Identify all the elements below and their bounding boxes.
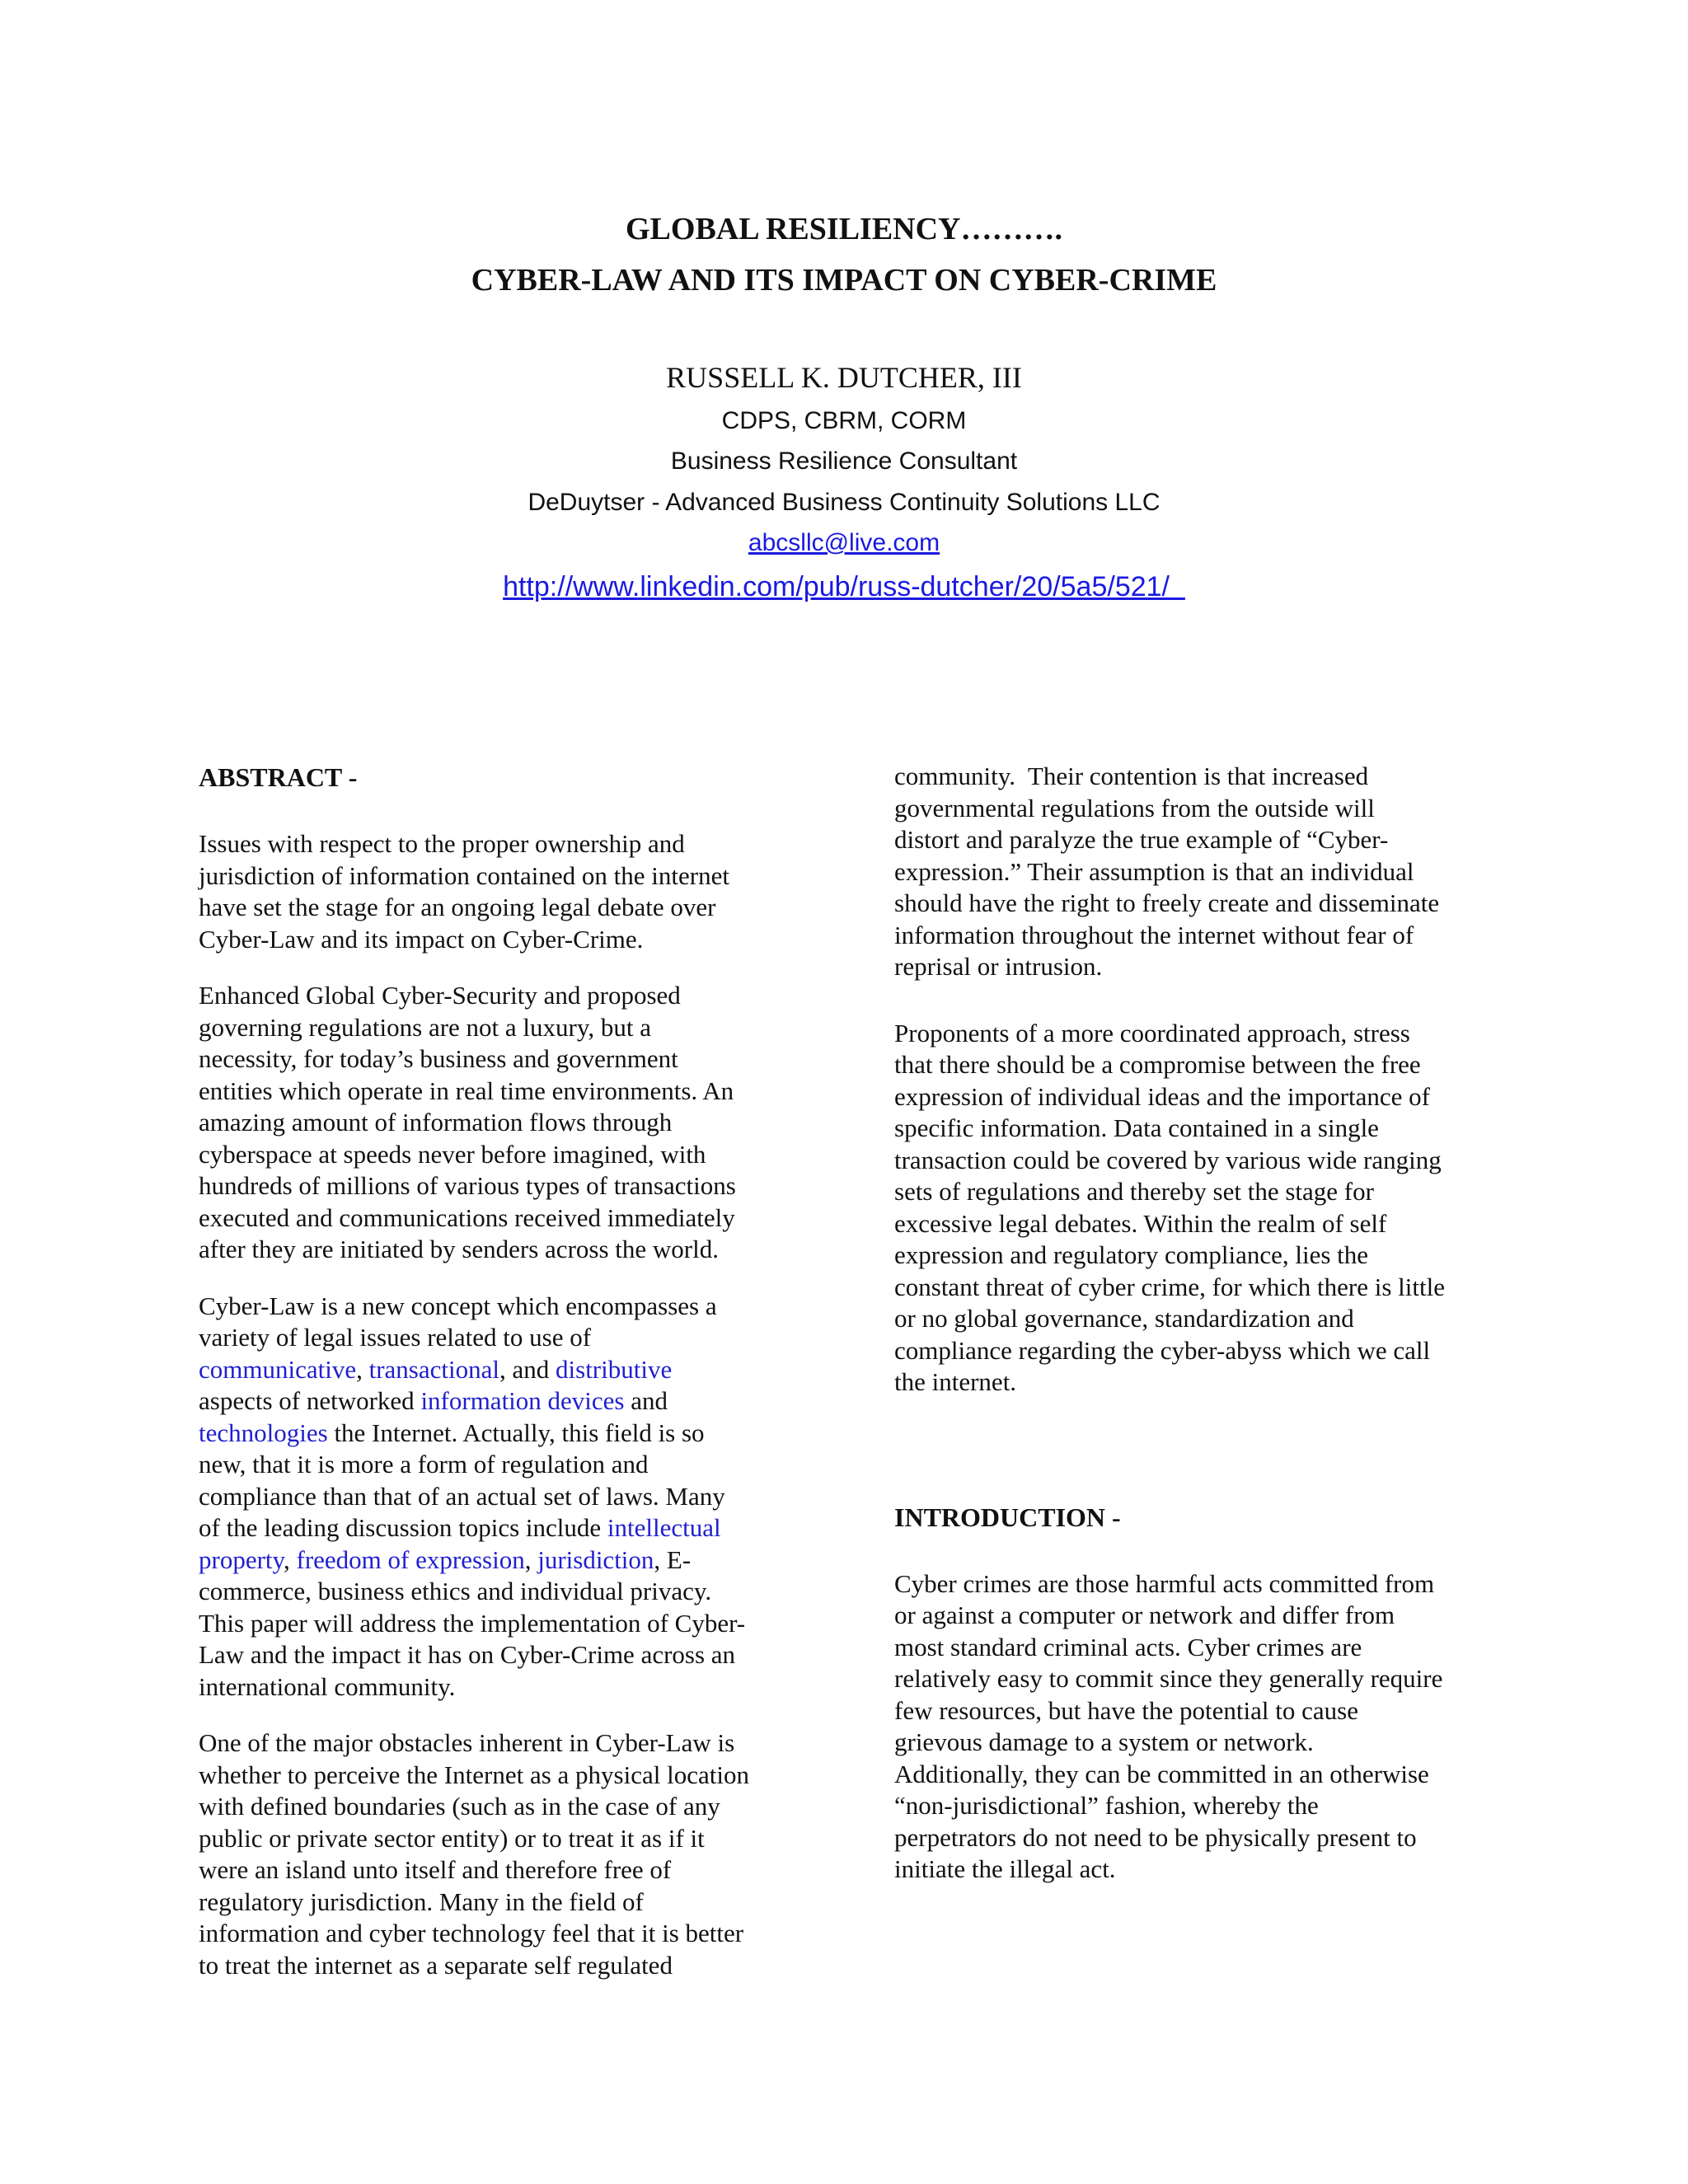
text-line: technologies the Internet. Actually, this field is so — [199, 1418, 705, 1447]
text-line: necessity, for today’s business and government — [199, 1044, 678, 1073]
link-transactional[interactable]: transactional — [368, 1354, 499, 1384]
abstract-paragraph-4 — [199, 1727, 813, 1981]
text-line: excessive legal debates. Within the realm of self — [894, 1208, 1387, 1238]
text-line: governmental regulations from the outside will — [894, 793, 1375, 823]
text-line: or no global governance, standardization and — [894, 1304, 1354, 1333]
text-line: after they are initiated by senders across the world. — [199, 1235, 719, 1263]
text-line: Cyber-Law is a new concept which encompasses a — [199, 1291, 717, 1320]
author-company: DeDuytser - Advanced Business Continuity Solutions LLC — [528, 489, 1160, 516]
text-line: constant threat of cyber crime, for which there is little — [894, 1272, 1445, 1301]
text-line: most standard criminal acts. Cyber crimes are — [894, 1632, 1362, 1661]
link-intellectual-property-cont[interactable]: property — [199, 1544, 284, 1574]
abstract-heading: ABSTRACT - — [199, 762, 358, 792]
text-line: This paper will address the implementation of Cyber- — [199, 1608, 746, 1638]
text-line: aspects of networked information devices and — [199, 1386, 668, 1415]
author-email-link[interactable]: abcsllc@live.com — [748, 529, 940, 556]
link-distributive[interactable]: distributive — [556, 1354, 673, 1384]
text-line: specific information. Data contained in a single — [894, 1113, 1379, 1142]
text-line: community. Their contention is that increased — [894, 762, 1369, 790]
text-line: relatively easy to commit since they generally require — [894, 1664, 1443, 1693]
text-line: expression and regulatory compliance, lies the — [894, 1240, 1369, 1269]
text-line: grievous damage to a system or network. — [894, 1727, 1314, 1756]
text-line: One of the major obstacles inherent in Cyber-Law is — [199, 1728, 735, 1757]
text-line: transaction could be covered by various wide ranging — [894, 1145, 1442, 1174]
text-line: governing regulations are not a luxury, but a — [199, 1012, 651, 1042]
abstract-paragraph-1 — [199, 828, 813, 955]
right-paragraph-2 — [894, 1018, 1508, 1399]
text-line: entities which operate in real time environments. An — [199, 1076, 734, 1105]
author-role: Business Resilience Consultant — [670, 448, 1018, 475]
text-line: Law and the impact it has on Cyber-Crime across an — [199, 1640, 736, 1669]
text-line: executed and communications received immediately — [199, 1202, 735, 1232]
text-line: international community. — [199, 1671, 456, 1701]
text-line: Enhanced Global Cyber-Security and proposed — [199, 981, 681, 1010]
text-line: should have the right to freely create and disseminate — [894, 888, 1440, 917]
text-line: amazing amount of information flows through — [199, 1108, 673, 1137]
introduction-heading: INTRODUCTION - — [894, 1502, 1121, 1532]
text-line: of the leading discussion topics include intellectual — [199, 1513, 721, 1542]
text-line: reprisal or intrusion. — [894, 952, 1103, 981]
author-credentials: CDPS, CBRM, CORM — [721, 407, 967, 434]
text-line: hundreds of millions of various types of transactions — [199, 1171, 736, 1200]
link-communicative[interactable]: communicative — [199, 1354, 357, 1384]
title-line-1: GLOBAL RESILIENCY………. — [625, 212, 1062, 246]
text-line: Additionally, they can be committed in an otherwise — [894, 1759, 1429, 1788]
link-intellectual-property[interactable]: intellectual — [607, 1513, 721, 1542]
author-url-row — [0, 570, 1688, 603]
text-line: regulatory jurisdiction. Many in the field of — [199, 1886, 644, 1916]
link-jurisdiction[interactable]: jurisdiction — [537, 1544, 654, 1574]
text-line: property, freedom of expression, jurisdiction, E- — [199, 1544, 692, 1574]
abstract-paragraph-3 — [199, 1291, 813, 1704]
text-line: Proponents of a more coordinated approach, stress — [894, 1018, 1410, 1047]
text-line: initiate the illegal act. — [894, 1854, 1116, 1883]
text-line: commerce, business ethics and individual privacy. — [199, 1577, 712, 1605]
text-line: expression.” Their assumption is that an individual — [894, 856, 1414, 886]
text-line: or against a computer or network and differ from — [894, 1601, 1395, 1629]
author-name: RUSSELL K. DUTCHER, III — [666, 361, 1022, 394]
text-line: compliance than that of an actual set of laws. Many — [199, 1481, 725, 1511]
text-line: were an island unto itself and therefore free of — [199, 1855, 672, 1884]
author-url-link[interactable]: http://www.linkedin.com/pub/russ-dutcher/20/5a5/521/ — [503, 571, 1170, 602]
text-line: Cyber crimes are those harmful acts committed from — [894, 1568, 1435, 1598]
text-line: the internet. — [894, 1367, 1017, 1396]
text-line: public or private sector entity) or to treat it as if it — [199, 1823, 705, 1853]
link-technologies[interactable]: technologies — [199, 1418, 328, 1447]
introduction-paragraph-1 — [894, 1568, 1508, 1886]
text-line: distort and paralyze the true example of “Cyber- — [894, 825, 1389, 854]
text-line: that there should be a compromise between the free — [894, 1050, 1421, 1079]
text-line: “non-jurisdictional” fashion, whereby the — [894, 1791, 1319, 1820]
text-line: few resources, but have the potential to cause — [894, 1695, 1358, 1725]
text-line: information and cyber technology feel that it is better — [199, 1919, 744, 1947]
text-line: have set the stage for an ongoing legal debate over — [199, 893, 716, 921]
abstract-paragraph-2 — [199, 980, 813, 1266]
text-line: information throughout the internet without fear of — [894, 920, 1414, 949]
text-line: communicative, transactional, and distributive — [199, 1354, 673, 1384]
link-freedom-of-expression[interactable]: freedom of expression — [296, 1544, 525, 1574]
text-line: whether to perceive the Internet as a physical location — [199, 1760, 749, 1789]
text-line: sets of regulations and thereby set the stage for — [894, 1177, 1374, 1206]
text-line: Cyber-Law and its impact on Cyber-Crime. — [199, 924, 644, 954]
text-line: Issues with respect to the proper ownership and — [199, 829, 685, 858]
right-column — [894, 761, 1508, 1886]
text-line: cyberspace at speeds never before imagined, with — [199, 1139, 706, 1169]
left-column — [199, 761, 813, 1981]
text-line: compliance regarding the cyber-abyss which we call — [894, 1335, 1431, 1365]
text-line: with defined boundaries (such as in the case of any — [199, 1792, 720, 1821]
link-information-devices[interactable]: information devices — [420, 1386, 625, 1415]
right-paragraph-1 — [894, 761, 1508, 983]
text-line: jurisdiction of information contained on the internet — [199, 860, 729, 890]
text-line: new, that it is more a form of regulation and — [199, 1450, 649, 1479]
author-email-row — [0, 528, 1688, 558]
title-line-2: CYBER-LAW AND ITS IMPACT ON CYBER-CRIME — [471, 263, 1217, 298]
text-line: variety of legal issues related to use of — [199, 1323, 592, 1352]
text-line: to treat the internet as a separate self regulated — [199, 1950, 673, 1980]
text-line: expression of individual ideas and the importance of — [894, 1081, 1430, 1111]
text-line: perpetrators do not need to be physically present to — [894, 1822, 1417, 1852]
author-url-trailing-underline — [1170, 571, 1185, 602]
